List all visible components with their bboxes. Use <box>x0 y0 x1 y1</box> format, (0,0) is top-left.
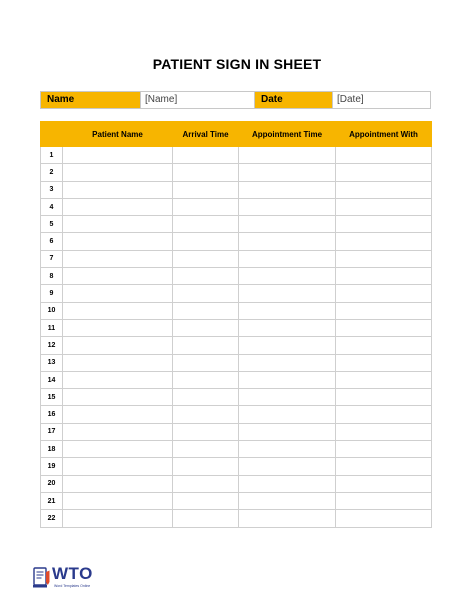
document-pen-icon <box>33 566 51 588</box>
row-number: 1 <box>41 147 63 164</box>
table-row <box>41 441 432 458</box>
arrival-time-cell[interactable] <box>173 319 239 336</box>
name-label: Name <box>41 92 140 108</box>
appointment-time-cell[interactable] <box>239 441 336 458</box>
arrival-time-cell[interactable] <box>173 441 239 458</box>
table-row <box>41 233 432 250</box>
table-row <box>41 319 432 336</box>
arrival-time-cell[interactable] <box>173 233 239 250</box>
patient-name-cell[interactable] <box>63 233 173 250</box>
table-row <box>41 337 432 354</box>
appointment-with-cell[interactable] <box>336 285 432 302</box>
table-row <box>41 250 432 267</box>
table-row <box>41 198 432 215</box>
row-number: 16 <box>41 406 63 423</box>
table-row <box>41 475 432 492</box>
row-number: 4 <box>41 198 63 215</box>
logo-tagline: Word Templates Online <box>54 584 91 588</box>
table-row <box>41 510 432 527</box>
table-row <box>41 423 432 440</box>
table-row <box>41 164 432 181</box>
row-number: 12 <box>41 337 63 354</box>
appointment-time-cell[interactable] <box>239 285 336 302</box>
appointment-time-cell[interactable] <box>239 406 336 423</box>
row-number: 8 <box>41 268 63 285</box>
appointment-time-cell[interactable] <box>239 164 336 181</box>
table-row <box>41 354 432 371</box>
patient-name-cell[interactable] <box>63 319 173 336</box>
row-number: 19 <box>41 458 63 475</box>
appointment-with-cell[interactable] <box>336 233 432 250</box>
patient-name-cell[interactable] <box>63 302 173 319</box>
table-row <box>41 458 432 475</box>
arrival-time-cell[interactable] <box>173 510 239 527</box>
appointment-with-cell[interactable] <box>336 181 432 198</box>
row-number: 13 <box>41 354 63 371</box>
column-header-appointment-with: Appointment With <box>336 122 432 147</box>
appointment-time-cell[interactable] <box>239 302 336 319</box>
row-number: 9 <box>41 285 63 302</box>
row-number: 18 <box>41 441 63 458</box>
table-header-row <box>41 122 432 147</box>
appointment-with-cell[interactable] <box>336 164 432 181</box>
appointment-time-cell[interactable] <box>239 510 336 527</box>
appointment-time-cell[interactable] <box>239 250 336 267</box>
appointment-time-cell[interactable] <box>239 389 336 406</box>
appointment-with-cell[interactable] <box>336 492 432 509</box>
arrival-time-cell[interactable] <box>173 147 239 164</box>
appointment-with-cell[interactable] <box>336 371 432 388</box>
arrival-time-cell[interactable] <box>173 302 239 319</box>
patient-name-cell[interactable] <box>63 371 173 388</box>
appointment-with-cell[interactable] <box>336 216 432 233</box>
row-number: 21 <box>41 492 63 509</box>
row-number: 10 <box>41 302 63 319</box>
table-row <box>41 302 432 319</box>
appointment-with-cell[interactable] <box>336 354 432 371</box>
appointment-with-cell[interactable] <box>336 198 432 215</box>
table-row <box>41 216 432 233</box>
name-field[interactable]: [Name] <box>140 92 254 108</box>
sign-in-table <box>40 121 432 528</box>
table-row <box>41 285 432 302</box>
appointment-time-cell[interactable] <box>239 181 336 198</box>
row-number: 14 <box>41 371 63 388</box>
patient-name-cell[interactable] <box>63 268 173 285</box>
column-header-patient-name: Patient Name <box>63 122 173 147</box>
appointment-with-cell[interactable] <box>336 319 432 336</box>
table-row <box>41 406 432 423</box>
patient-name-cell[interactable] <box>63 475 173 492</box>
appointment-time-cell[interactable] <box>239 319 336 336</box>
appointment-time-cell[interactable] <box>239 475 336 492</box>
wto-logo <box>33 565 103 591</box>
table-row <box>41 492 432 509</box>
row-number: 3 <box>41 181 63 198</box>
header-info-row <box>40 91 431 109</box>
row-number: 15 <box>41 389 63 406</box>
arrival-time-cell[interactable] <box>173 181 239 198</box>
patient-name-cell[interactable] <box>63 181 173 198</box>
appointment-with-cell[interactable] <box>336 458 432 475</box>
row-number: 20 <box>41 475 63 492</box>
appointment-time-cell[interactable] <box>239 268 336 285</box>
table-row <box>41 268 432 285</box>
patient-name-cell[interactable] <box>63 492 173 509</box>
patient-name-cell[interactable] <box>63 406 173 423</box>
patient-name-cell[interactable] <box>63 198 173 215</box>
appointment-time-cell[interactable] <box>239 354 336 371</box>
arrival-time-cell[interactable] <box>173 406 239 423</box>
arrival-time-cell[interactable] <box>173 492 239 509</box>
appointment-time-cell[interactable] <box>239 233 336 250</box>
patient-name-cell[interactable] <box>63 164 173 181</box>
appointment-with-cell[interactable] <box>336 147 432 164</box>
column-header-arrival-time: Arrival Time <box>173 122 239 147</box>
patient-name-cell[interactable] <box>63 147 173 164</box>
arrival-time-cell[interactable] <box>173 337 239 354</box>
row-number: 5 <box>41 216 63 233</box>
appointment-time-cell[interactable] <box>239 147 336 164</box>
row-number: 6 <box>41 233 63 250</box>
appointment-time-cell[interactable] <box>239 458 336 475</box>
appointment-with-cell[interactable] <box>336 302 432 319</box>
arrival-time-cell[interactable] <box>173 250 239 267</box>
column-header-appointment-time: Appointment Time <box>239 122 336 147</box>
appointment-with-cell[interactable] <box>336 337 432 354</box>
arrival-time-cell[interactable] <box>173 198 239 215</box>
arrival-time-cell[interactable] <box>173 389 239 406</box>
arrival-time-cell[interactable] <box>173 354 239 371</box>
column-header-number <box>41 122 63 147</box>
date-field[interactable]: [Date] <box>332 92 430 108</box>
arrival-time-cell[interactable] <box>173 268 239 285</box>
patient-name-cell[interactable] <box>63 216 173 233</box>
patient-name-cell[interactable] <box>63 285 173 302</box>
date-label: Date <box>254 92 332 108</box>
row-number: 22 <box>41 510 63 527</box>
patient-name-cell[interactable] <box>63 441 173 458</box>
patient-name-cell[interactable] <box>63 389 173 406</box>
appointment-time-cell[interactable] <box>239 337 336 354</box>
page-title: PATIENT SIGN IN SHEET <box>152 56 322 72</box>
row-number: 11 <box>41 319 63 336</box>
arrival-time-cell[interactable] <box>173 423 239 440</box>
row-number: 17 <box>41 423 63 440</box>
table-row <box>41 371 432 388</box>
appointment-with-cell[interactable] <box>336 268 432 285</box>
table-row <box>41 389 432 406</box>
patient-name-cell[interactable] <box>63 354 173 371</box>
arrival-time-cell[interactable] <box>173 216 239 233</box>
appointment-with-cell[interactable] <box>336 406 432 423</box>
appointment-with-cell[interactable] <box>336 250 432 267</box>
patient-name-cell[interactable] <box>63 337 173 354</box>
row-number: 7 <box>41 250 63 267</box>
appointment-time-cell[interactable] <box>239 216 336 233</box>
appointment-time-cell[interactable] <box>239 423 336 440</box>
row-number: 2 <box>41 164 63 181</box>
arrival-time-cell[interactable] <box>173 475 239 492</box>
arrival-time-cell[interactable] <box>173 371 239 388</box>
appointment-with-cell[interactable] <box>336 475 432 492</box>
arrival-time-cell[interactable] <box>173 458 239 475</box>
appointment-with-cell[interactable] <box>336 510 432 527</box>
table-row <box>41 181 432 198</box>
table-row <box>41 147 432 164</box>
patient-name-cell[interactable] <box>63 510 173 527</box>
appointment-with-cell[interactable] <box>336 423 432 440</box>
patient-name-cell[interactable] <box>63 423 173 440</box>
appointment-time-cell[interactable] <box>239 371 336 388</box>
appointment-time-cell[interactable] <box>239 198 336 215</box>
arrival-time-cell[interactable] <box>173 164 239 181</box>
patient-name-cell[interactable] <box>63 458 173 475</box>
patient-name-cell[interactable] <box>63 250 173 267</box>
appointment-with-cell[interactable] <box>336 441 432 458</box>
appointment-with-cell[interactable] <box>336 389 432 406</box>
arrival-time-cell[interactable] <box>173 285 239 302</box>
logo-text: WTO <box>52 564 93 583</box>
appointment-time-cell[interactable] <box>239 492 336 509</box>
